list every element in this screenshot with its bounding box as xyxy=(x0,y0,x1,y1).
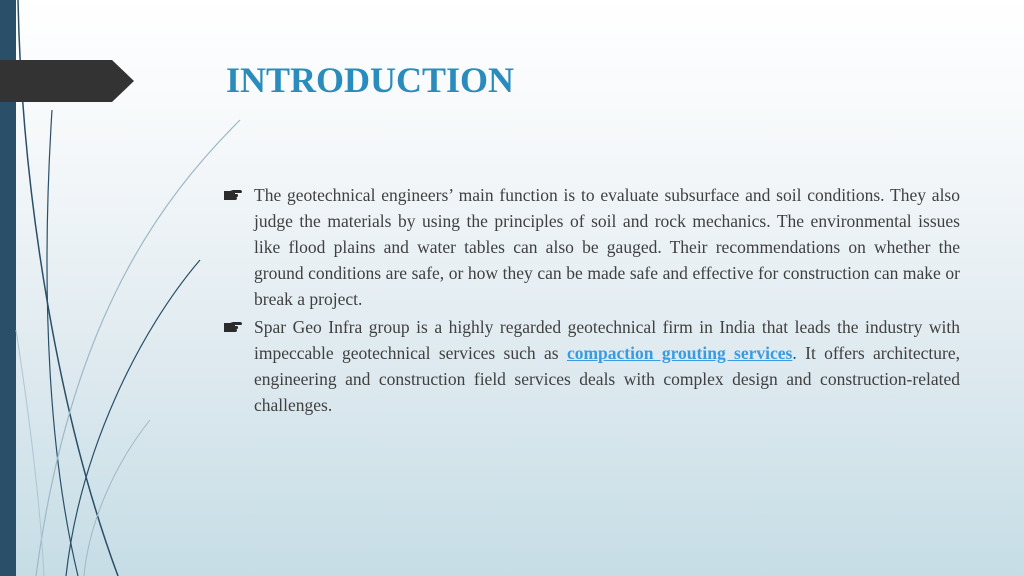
compaction-grouting-link[interactable]: compaction grouting services xyxy=(566,343,793,363)
curve-line-4 xyxy=(66,260,200,576)
curve-line-6 xyxy=(16,330,44,576)
right-pointing-hand-icon xyxy=(224,322,242,332)
bullet-text: The geotechnical engineers’ main function is to evaluate subsurface and soil conditions. They also judge the materials by using the principles of soil and rock mechanics. The environmental issues like flood plains and water tables can also be gauged. Their recommendations on whether the ground conditions are safe, or how they can be made safe and effective for construction can make or break a project. xyxy=(254,185,960,309)
title-tab-arrow xyxy=(0,60,134,102)
right-pointing-hand-icon xyxy=(224,190,242,200)
bullet-item-1 xyxy=(224,182,960,312)
curve-line-3 xyxy=(36,120,240,576)
bullet-text-after-link: . It offers architecture, engineering and construction field services deals with complex design and construction-related challenges. xyxy=(254,343,960,415)
slide-title: INTRODUCTION xyxy=(226,60,515,100)
bullet-item-2 xyxy=(224,314,960,418)
curve-line-5 xyxy=(84,420,150,576)
bullet-list xyxy=(224,182,960,420)
bullet-text-before-link: Spar Geo Infra group is a highly regarded geotechnical firm in India that leads the industry with impeccable geotechnical services such as xyxy=(254,317,960,363)
curve-line-2 xyxy=(47,110,78,576)
